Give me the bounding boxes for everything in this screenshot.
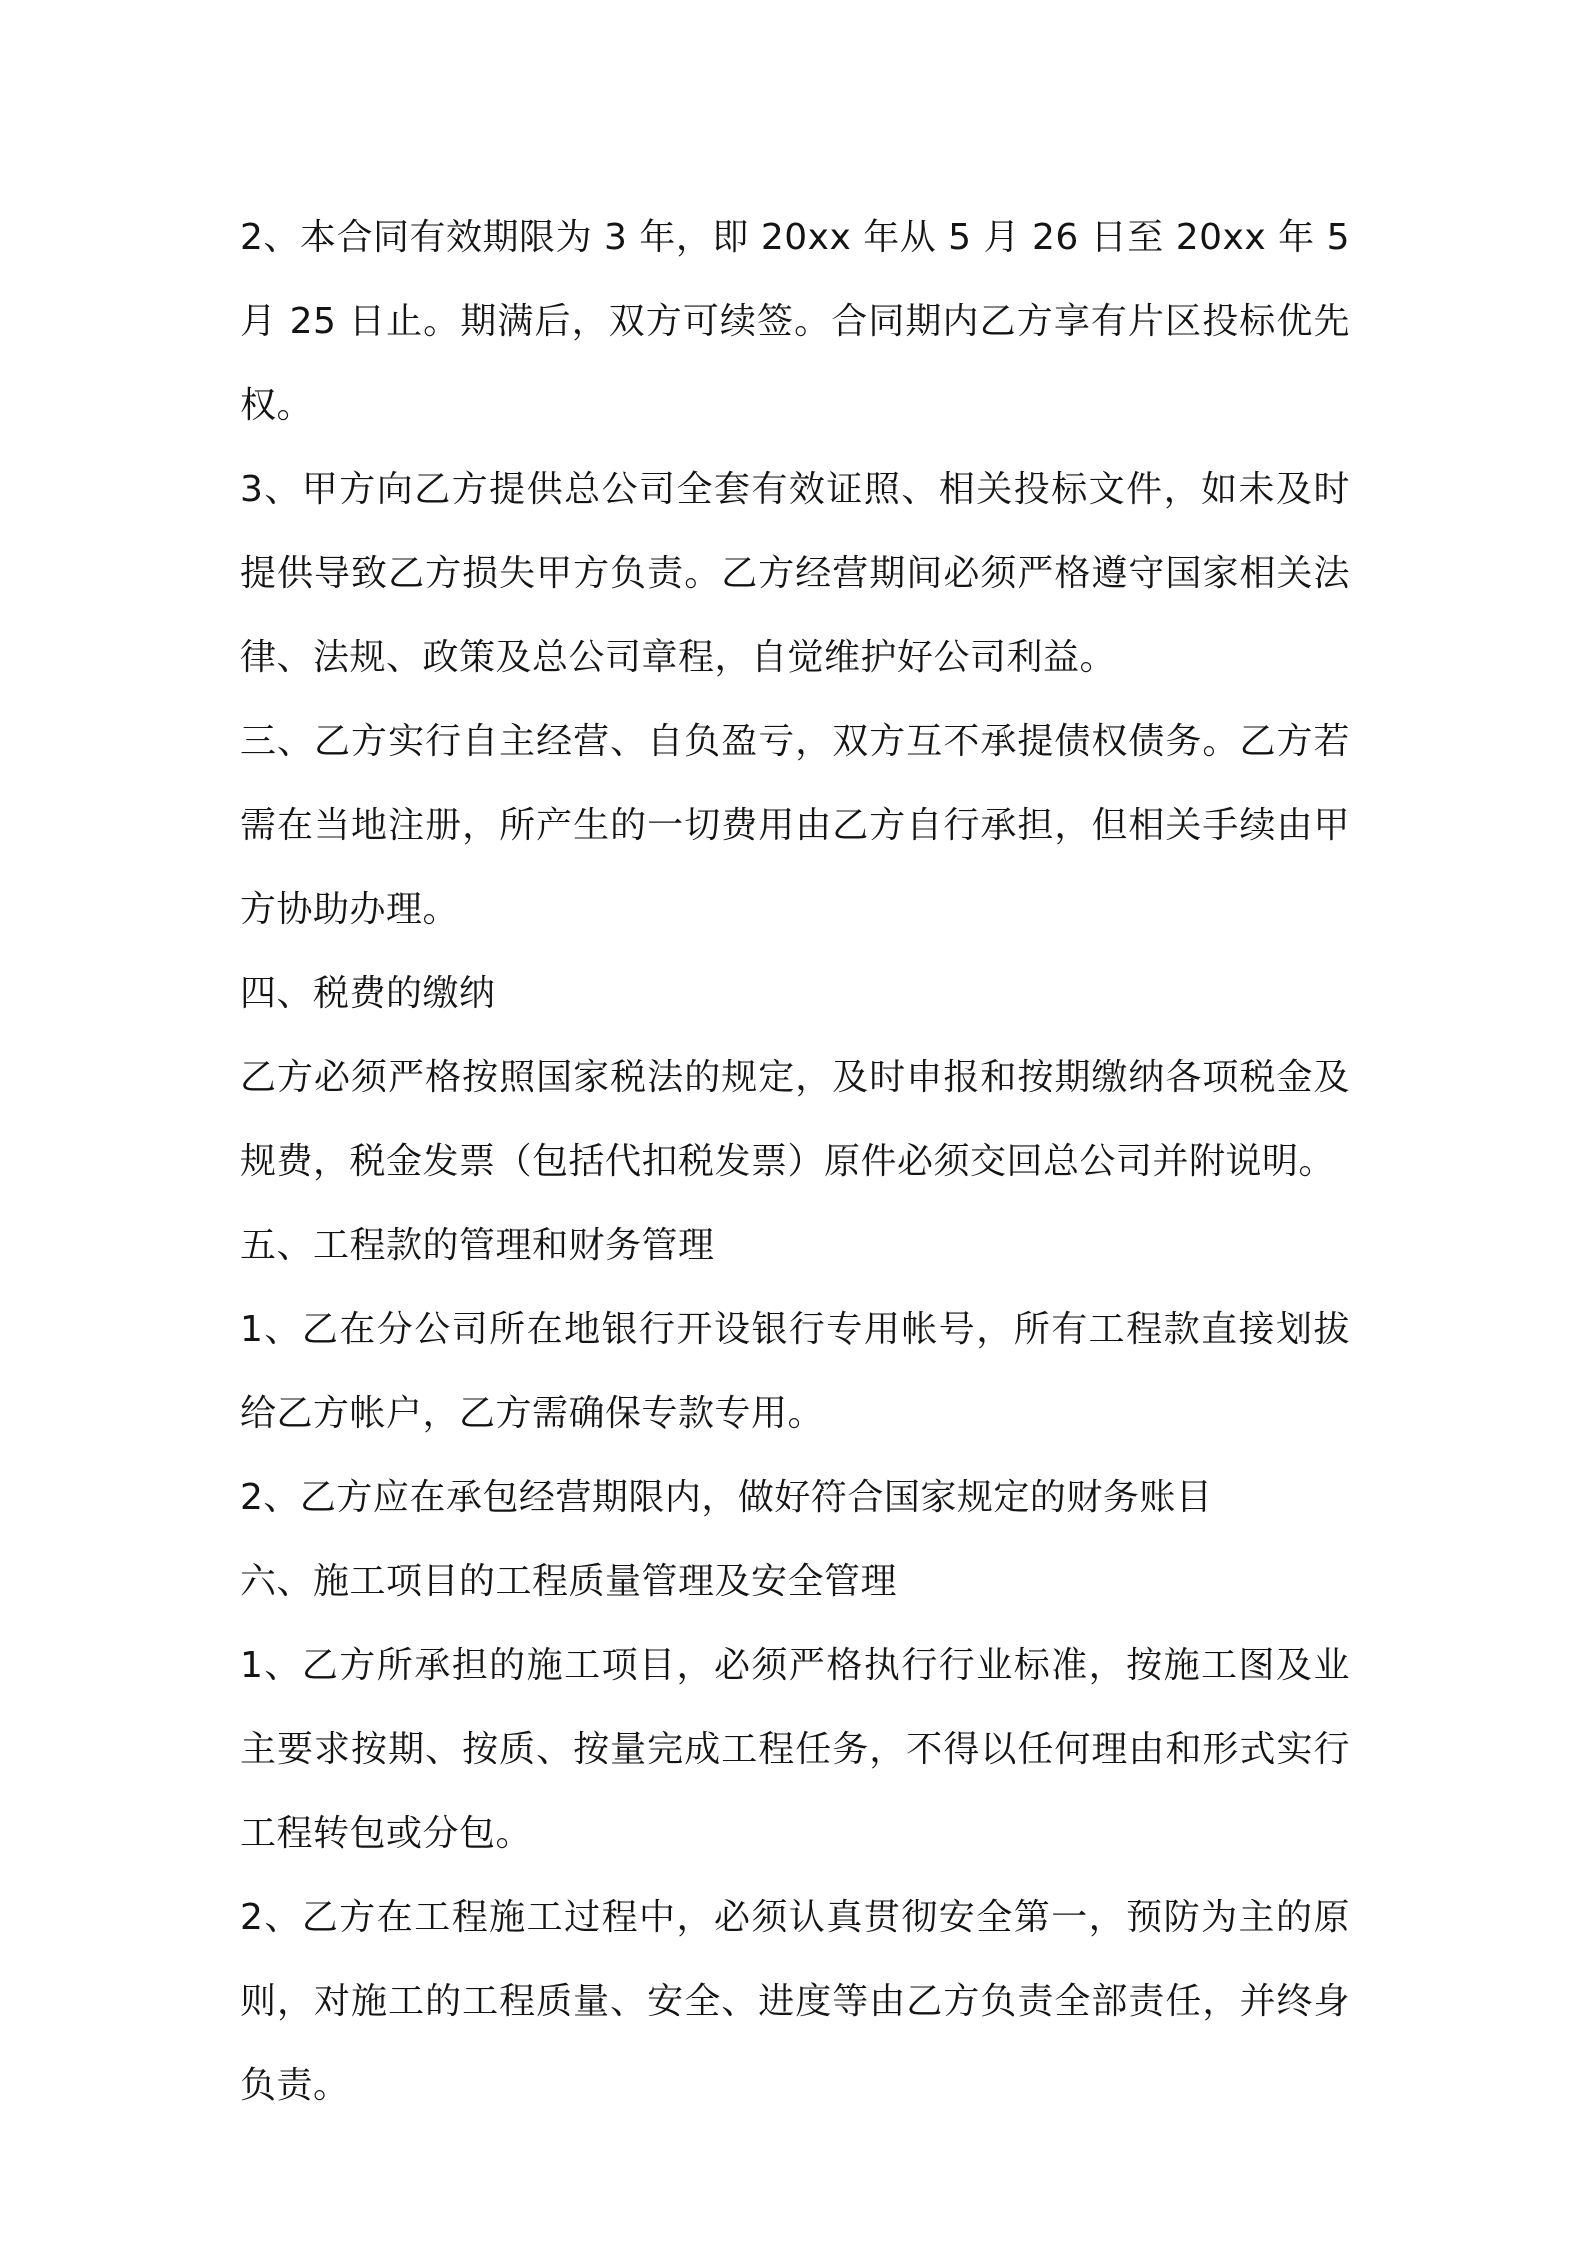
section-5-heading: 五、工程款的管理和财务管理 bbox=[240, 1225, 715, 1266]
document-body bbox=[240, 196, 1350, 2128]
section-5-item-2: 2、乙方应在承包经营期限内，做好符合国家规定的财务账目 bbox=[240, 1477, 1213, 1518]
section-6-item-2: 2、乙方在工程施工过程中，必须认真贯彻安全第一，预防为主的原则，对施工的工程质量、安全、进度等由乙方负责全部责任，并终身负责。 bbox=[240, 1897, 1350, 2106]
section-4-heading: 四、税费的缴纳 bbox=[240, 973, 496, 1014]
clause-3-documents: 3、甲方向乙方提供总公司全套有效证照、相关投标文件，如未及时提供导致乙方损失甲方负责。乙方经营期间必须严格遵守国家相关法律、法规、政策及总公司章程，自觉维护好公司利益。 bbox=[240, 469, 1350, 678]
section-3-self-operation: 三、乙方实行自主经营、自负盈亏，双方互不承提债权债务。乙方若需在当地注册，所产生的一切费用由乙方自行承担，但相关手续由甲方协助办理。 bbox=[240, 721, 1350, 930]
section-5-item-1: 1、乙在分公司所在地银行开设银行专用帐号，所有工程款直接划拔给乙方帐户，乙方需确保专款专用。 bbox=[240, 1309, 1350, 1434]
section-4-body: 乙方必须严格按照国家税法的规定，及时申报和按期缴纳各项税金及规费，税金发票（包括代扣税发票）原件必须交回总公司并附说明。 bbox=[240, 1057, 1350, 1182]
clause-2-validity: 2、本合同有效期限为 3 年，即 20xx 年从 5 月 26 日至 20xx 年 5 月 25 日止。期满后，双方可续签。合同期内乙方享有片区投标优先权。 bbox=[240, 217, 1350, 426]
section-6-item-1: 1、乙方所承担的施工项目，必须严格执行行业标准，按施工图及业主要求按期、按质、按量完成工程任务，不得以任何理由和形式实行工程转包或分包。 bbox=[240, 1645, 1350, 1854]
section-6-heading: 六、施工项目的工程质量管理及安全管理 bbox=[240, 1561, 898, 1602]
